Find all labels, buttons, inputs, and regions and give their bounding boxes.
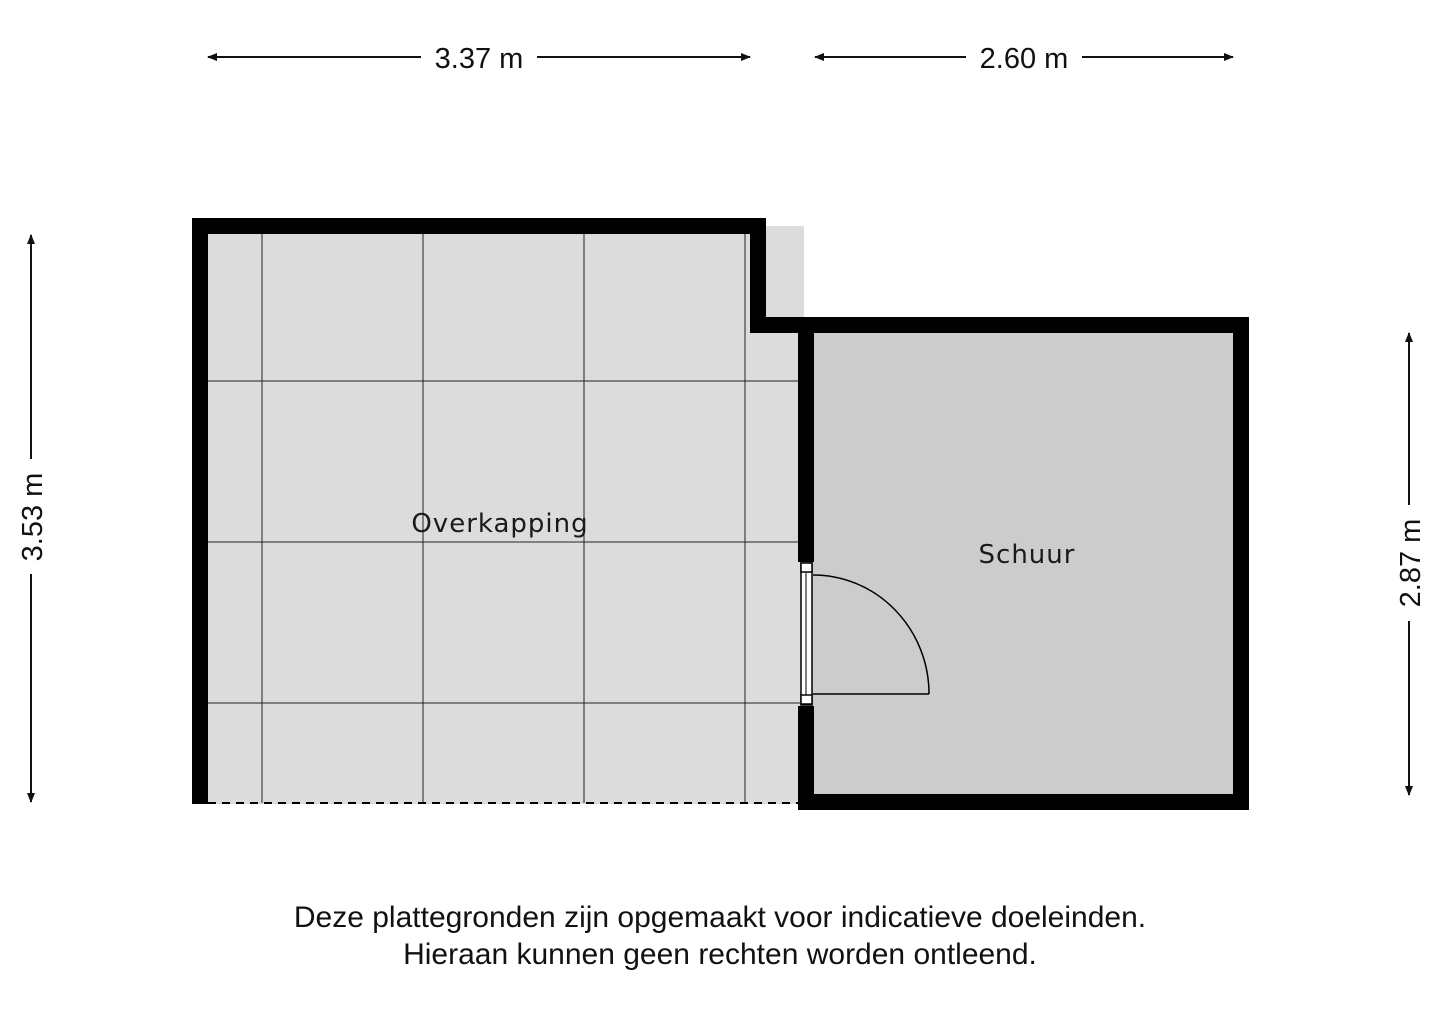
dimension-label-schuur-depth: 2.87 m <box>1395 518 1427 608</box>
dimension-schuur-width <box>815 43 1233 75</box>
door-jamb-top <box>801 563 812 572</box>
dimension-label-schuur-width: 2.60 m <box>979 43 1069 75</box>
room-label-overkapping: Overkapping <box>411 509 589 539</box>
overkapping-step-wall <box>750 218 766 333</box>
disclaimer-line-1: Deze plattegronden zijn opgemaakt voor indicatieve doeleinden. <box>293 901 1147 934</box>
door-jamb-bottom <box>801 695 812 704</box>
schuur-bottom-wall <box>798 794 1249 810</box>
schuur-top-wall <box>750 317 1249 333</box>
partition-wall-upper <box>798 317 814 562</box>
schuur-right-wall <box>1233 317 1249 810</box>
dimension-schuur-depth <box>1395 333 1427 795</box>
dimension-overkapping-depth <box>17 235 49 802</box>
dimension-label-overkapping-depth: 3.53 m <box>17 472 49 562</box>
disclaimer-line-2: Hieraan kunnen geen rechten worden ontleend. <box>403 938 1037 971</box>
partition-wall-lower <box>798 706 814 810</box>
room-label-schuur: Schuur <box>978 540 1076 570</box>
dimension-overkapping-width <box>208 43 750 75</box>
overkapping-top-wall <box>192 218 766 234</box>
overkapping-left-wall <box>192 218 208 804</box>
dimension-label-overkapping-width: 3.37 m <box>434 43 524 75</box>
